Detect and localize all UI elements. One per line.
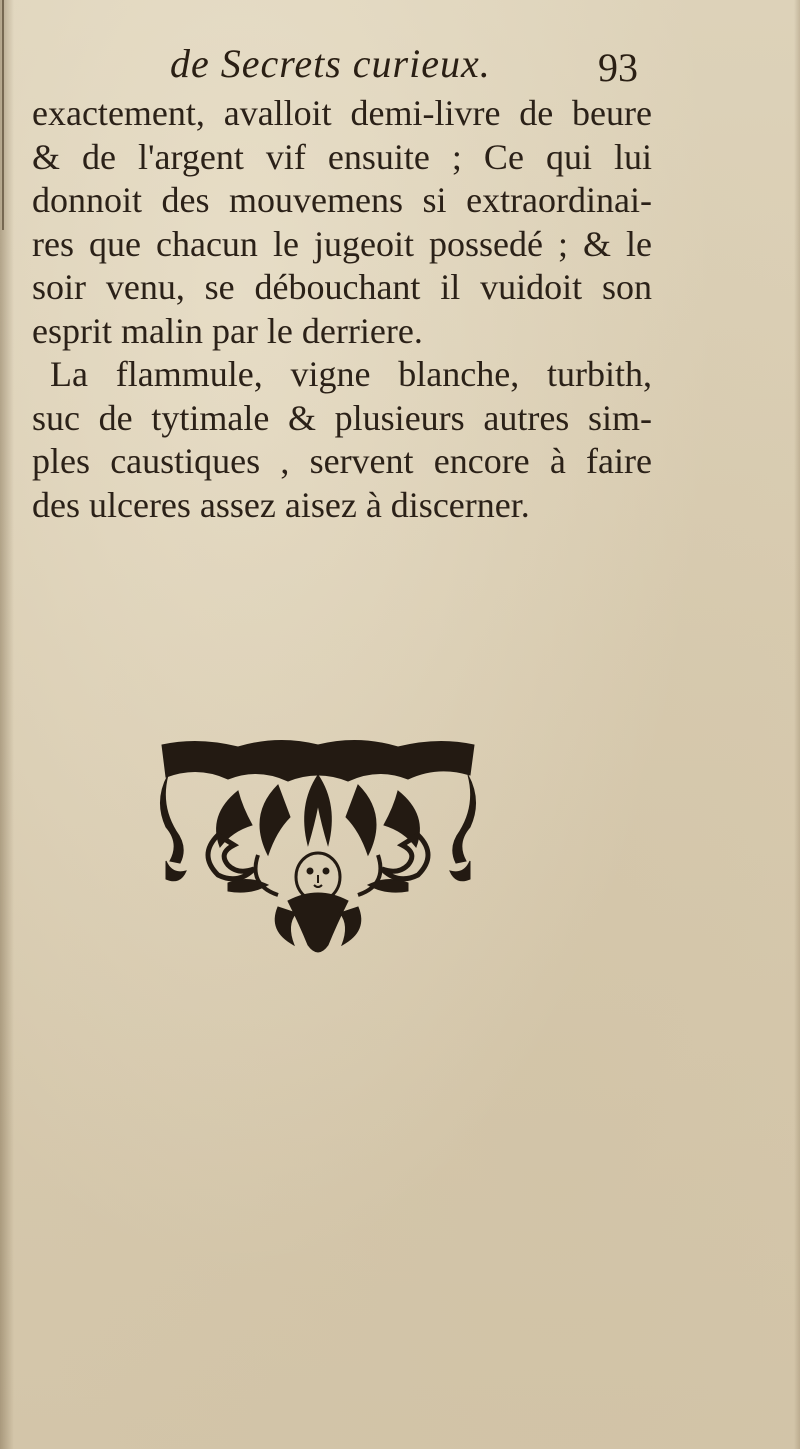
text-line: res que chacun le jugeoit possedé ; & le xyxy=(32,223,652,264)
running-title: de Secrets curieux. xyxy=(170,41,491,86)
text-line: exactement, avalloit demi-livre de beure xyxy=(32,93,652,133)
text-line: esprit malin par le derriere. xyxy=(32,310,423,351)
text-line: La flammule, vigne blanche, turbith, xyxy=(50,354,652,394)
body-text xyxy=(32,92,652,527)
fleuron-tailpiece-icon xyxy=(158,735,478,960)
text-line: soir venu, se débouchant il vuidoit son xyxy=(32,267,652,307)
text-line: des ulceres assez aisez à discerner. xyxy=(32,484,530,525)
page-edge-mark xyxy=(2,0,4,230)
paragraph-2 xyxy=(32,353,652,527)
page-fore-edge xyxy=(794,0,800,1449)
text-line: donnoit des mouvemens si extraordinai- xyxy=(32,180,652,220)
text-line: suc de tytimale & plusieurs autres sim- xyxy=(32,397,652,438)
text-line: ples caustiques , servent encore à faire xyxy=(32,441,652,481)
page-number: 93 xyxy=(598,45,638,90)
paragraph-1 xyxy=(32,92,652,353)
text-line: & de l'argent vif ensuite ; Ce qui lui xyxy=(32,136,652,177)
